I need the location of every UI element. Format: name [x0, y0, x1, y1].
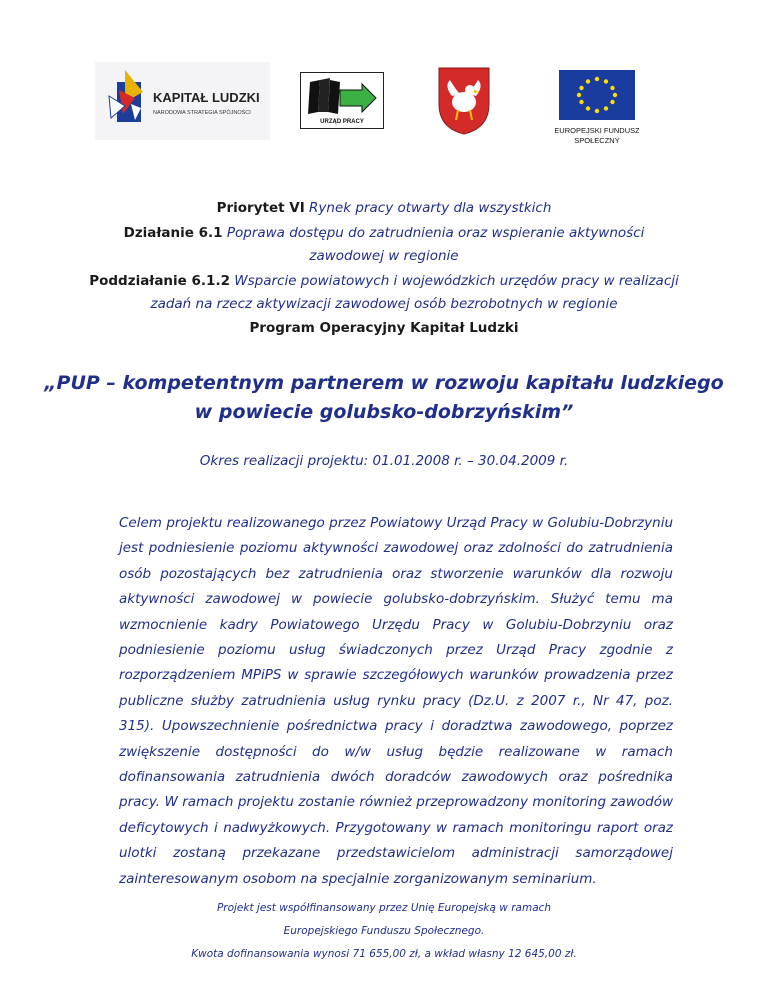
- dzialanie-label: Działanie 6.1: [123, 225, 223, 241]
- project-description: Celem projektu realizowanego przez Powiatowy Urząd Pracy w Golubiu-Dobrzyniu jest podniesienie poziomu aktywności zawodowej oraz zdolności do zatrudnienia osób pozostających bez zatrudnienia oraz stworzenie warunków dla rozwoju aktywności zawodowej w powiecie golubsko-dobrzyńskim. Służyć temu ma wzmocnienie kadry Powiatowego Urzędu Pracy w Golubiu-Dobrzyniu oraz podniesienie poziomu usług świadczonych przez Urząd Pracy zgodnie z rozporządzeniem MPiPS w sprawie szczegółowych warunków prowadzenia przez publiczne służby zatrudnienia usług rynku pracy (Dz.U. z 2007 r., Nr 47, poz. 315). Upowszechnienie pośrednictwa pracy i doradztwa zawodowego, poprzez zwiększenie dostępności do w/w usług będzie realizowane w ramach dofinansowania zatrudnienia dwóch doradców zawodowych oraz pośrednika pracy. W ramach projektu zostanie również przeprowadzony monitoring zawodów deficytowych i nadwyżkowych. Przygotowany w ramach monitoringu raport oraz ulotki zostaną przekazane przedstawicielom administracji samorządowej zainteresowanym osobom na specjalnie zorganizowanym seminarium.: [119, 515, 673, 887]
- urzad-pracy-logo: [300, 72, 384, 129]
- kapital-ludzki-subtitle: NARODOWA STRATEGIA SPÓJNOŚCI: [153, 110, 251, 116]
- footer-line3: Kwota dofinansowania wynosi 71 655,00 zł, a wkład własny 12 645,00 zł.: [191, 948, 577, 960]
- dzialanie-text-line1: Poprawa dostępu do zatrudnienia oraz wspieranie aktywności: [226, 225, 645, 241]
- coat-of-arms-emblem: [436, 66, 492, 136]
- coat-of-arms-logo: [436, 66, 492, 136]
- footer-line2: Europejskiego Funduszu Społecznego.: [283, 925, 485, 937]
- poddzialanie-text-line2: zadań na rzecz aktywizacji zawodowej osób bezrobotnych w regionie: [150, 296, 618, 312]
- priorytet-line: [0, 200, 768, 216]
- dzialanie-line: [0, 225, 768, 241]
- dzialanie-text-line2: zawodowej w regionie: [309, 248, 459, 264]
- program-name: Program Operacyjny Kapitał Ludzki: [249, 320, 519, 336]
- priorytet-label: Priorytet VI: [216, 200, 305, 216]
- urzad-pracy-emblem: [300, 72, 384, 129]
- poddzialanie-text-line1: Wsparcie powiatowych i wojewódzkich urzędów pracy w realizacji: [234, 273, 679, 289]
- eu-fund-logo: [555, 70, 639, 150]
- poddzialanie-label: Poddziałanie 6.1.2: [89, 273, 230, 289]
- funding-footer: [0, 897, 768, 966]
- priorytet-text: Rynek pracy otwarty dla wszystkich: [309, 200, 552, 216]
- eu-fund-name-line1: EUROPEJSKI FUNDUSZ: [555, 126, 639, 135]
- eu-flag-icon: [555, 70, 639, 150]
- kapital-ludzki-logo: [95, 62, 270, 140]
- logo-row: [0, 62, 768, 152]
- poddzialanie-line: [0, 273, 768, 289]
- footer-line1: Projekt jest współfinansowany przez Unię Europejską w ramach: [216, 902, 552, 914]
- kapital-ludzki-emblem: [95, 62, 270, 140]
- urzad-pracy-label: URZĄD PRACY: [320, 119, 364, 125]
- project-title-line2: w powiecie golubsko-dobrzyńskim”: [194, 401, 574, 423]
- project-period: Okres realizacji projektu: 01.01.2008 r. – 30.04.2009 r.: [199, 453, 569, 469]
- eu-fund-name-line2: SPOŁECZNY: [574, 136, 620, 145]
- project-title-line1: „PUP – kompetentnym partnerem w rozwoju kapitału ludzkiego: [44, 372, 724, 394]
- kapital-ludzki-title: KAPITAŁ LUDZKI: [153, 90, 260, 105]
